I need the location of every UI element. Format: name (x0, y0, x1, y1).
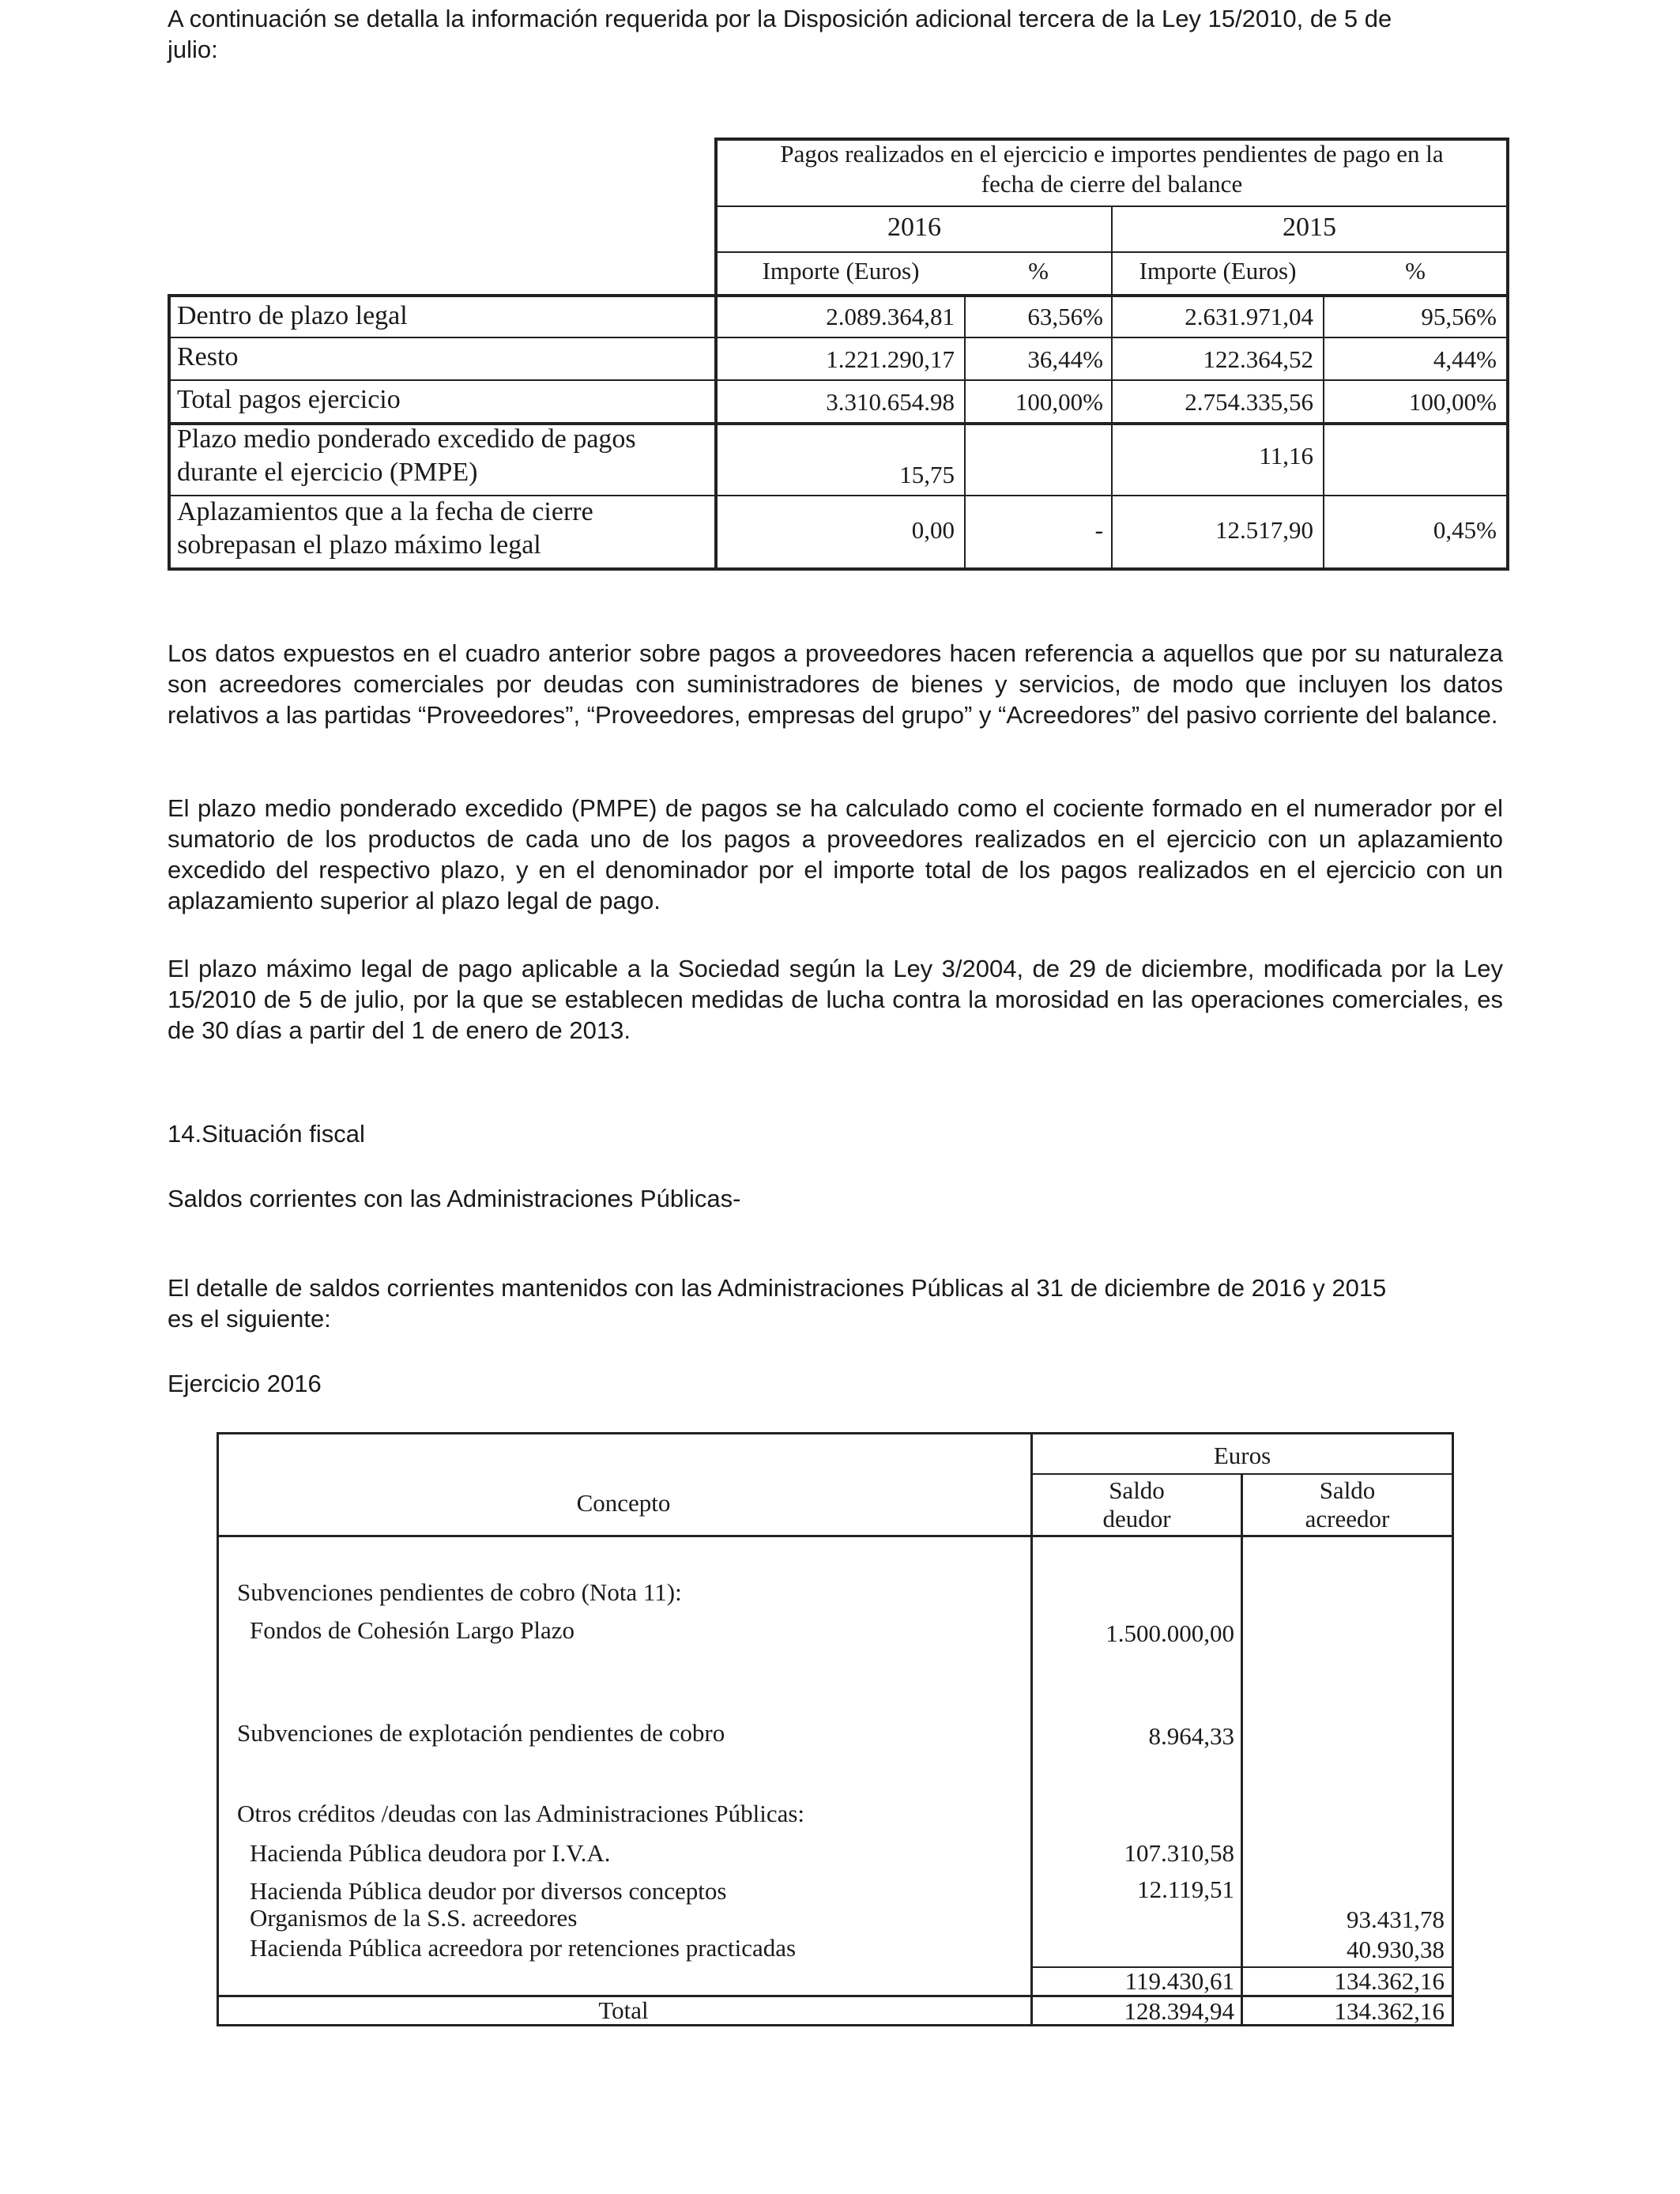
row-label: Resto (177, 342, 239, 371)
group-title: Subvenciones pendientes de cobro (Nota 11): (237, 1578, 682, 1606)
cell-importe-2015: 2.754.335,56 (1185, 388, 1313, 416)
cell-importe-2016: 0,00 (911, 516, 955, 544)
header-title-line-2: fecha de cierre del balance (981, 170, 1243, 198)
paragraph-pmpe: El plazo medio ponderado excedido (PMPE) de pagos se ha calculado como el cociente formado en el numerador por el sumatorio de los productos de cada uno de los pagos a proveedores realizados en el ejercicio con un aplazamiento excedido del respectivo plazo, y en el denominador por el importe total de los pagos realizados en el ejercicio con un aplazamiento superior al plazo legal de pago. (168, 794, 1503, 914)
total-deudor: 128.394,94 (1124, 1997, 1234, 2025)
cell-pct-2015: 4,44% (1433, 345, 1497, 373)
cell-importe-2016: 2.089.364,81 (826, 303, 955, 330)
payments-table (168, 138, 1509, 571)
row-label-line-1: Aplazamientos que a la fecha de cierre (177, 497, 593, 526)
row-label: Dentro de plazo legal (177, 301, 408, 330)
col-pct-2016: % (1028, 257, 1049, 285)
detail-line-2: es el siguiente: (168, 1305, 331, 1333)
row-label: Hacienda Pública deudor por diversos conceptos (250, 1877, 727, 1905)
subtotal-deudor: 119.430,61 (1124, 1967, 1234, 1995)
cell-deudor: 8.964,33 (1148, 1722, 1234, 1750)
row-label: Fondos de Cohesión Largo Plazo (250, 1616, 575, 1644)
cell-importe-2015: 12.517,90 (1215, 516, 1313, 544)
header-title-line-1: Pagos realizados en el ejercicio e importes pendientes de pago en la (780, 140, 1444, 168)
group-title: Otros créditos /deudas con las Administraciones Públicas: (237, 1800, 805, 1827)
row-label: Hacienda Pública deudora por I.V.A. (250, 1839, 611, 1867)
col-deudor-line-2: deudor (1102, 1505, 1171, 1532)
cell-pct-2015: 100,00% (1408, 388, 1497, 416)
col-deudor-line-1: Saldo (1109, 1476, 1165, 1504)
cell-deudor: 107.310,58 (1124, 1839, 1234, 1867)
col-importe-2015: Importe (Euros) (1139, 257, 1297, 285)
cell-importe-2016: 15,75 (899, 461, 955, 488)
year-label: Ejercicio 2016 (168, 1370, 322, 1397)
col-acreedor-line-2: acreedor (1305, 1505, 1390, 1532)
cell-pct-2016: - (1094, 516, 1103, 544)
cell-pct-2015: 0,45% (1433, 516, 1497, 544)
cell-importe-2015: 122.364,52 (1203, 345, 1313, 373)
cell-pct-2016: 100,00% (1015, 388, 1103, 416)
balances-table (217, 1432, 1454, 2026)
col-euros: Euros (1213, 1442, 1271, 1469)
intro-line-1: A continuación se detalla la información requerida por la Disposición adicional tercera de la Ley 15/2010, de 5 de (168, 5, 1392, 32)
row-label-line-2: sobrepasan el plazo máximo legal (177, 530, 541, 560)
cell-acreedor: 40.930,38 (1347, 1936, 1445, 1963)
col-concepto: Concepto (576, 1489, 671, 1517)
section-heading: 14.Situación fiscal (168, 1120, 365, 1148)
row-label: Hacienda Pública acreedora por retenciones practicadas (250, 1934, 797, 1962)
cell-pct-2016: 63,56% (1027, 303, 1103, 330)
total-acreedor: 134.362,16 (1334, 1997, 1445, 2025)
cell-importe-2016: 1.221.290,17 (826, 345, 955, 373)
intro-line-2: julio: (168, 36, 218, 63)
subtotal-acreedor: 134.362,16 (1334, 1967, 1445, 1995)
total-label: Total (598, 1996, 649, 2024)
col-importe-2016: Importe (Euros) (762, 257, 920, 285)
year-2015: 2015 (1283, 213, 1336, 242)
col-pct-2015: % (1405, 257, 1426, 285)
row-label: Organismos de la S.S. acreedores (250, 1904, 578, 1932)
col-acreedor-line-1: Saldo (1319, 1476, 1376, 1504)
cell-pct-2016: 36,44% (1027, 345, 1103, 373)
detail-line-1: El detalle de saldos corrientes mantenidos con las Administraciones Públicas al 31 de diciembre de 2016 y 2015 (168, 1274, 1387, 1302)
cell-deudor: 12.119,51 (1137, 1875, 1234, 1903)
cell-importe-2015: 2.631.971,04 (1185, 303, 1313, 330)
cell-importe-2016: 3.310.654.98 (826, 388, 955, 416)
row-label-line-1: Plazo medio ponderado excedido de pagos (177, 424, 636, 454)
paragraph-suppliers: Los datos expuestos en el cuadro anterior sobre pagos a proveedores hacen referencia a aquellos que por su naturaleza son acreedores comerciales por deudas con suministradores de bienes y servicios, de modo que incluyen los datos relativos a las partidas “Proveedores”, “Proveedores, empresas del grupo” y “Acreedores” del pasivo corriente del balance. (168, 639, 1503, 729)
cell-importe-2015: 11,16 (1259, 442, 1313, 469)
section-subheading: Saldos corrientes con las Administraciones Públicas- (168, 1185, 741, 1212)
row-label-line-2: durante el ejercicio (PMPE) (177, 458, 478, 487)
cell-pct-2015: 95,56% (1421, 303, 1497, 330)
year-2016: 2016 (887, 213, 941, 242)
cell-acreedor: 93.431,78 (1347, 1906, 1445, 1933)
group-title: Subvenciones de explotación pendientes de cobro (237, 1719, 725, 1747)
cell-deudor: 1.500.000,00 (1106, 1619, 1234, 1647)
row-label: Total pagos ejercicio (177, 385, 401, 414)
paragraph-legal-term: El plazo máximo legal de pago aplicable a la Sociedad según la Ley 3/2004, de 29 de diciembre, modificada por la Ley 15/2010 de 5 de julio, por la que se establecen medidas de lucha contra la morosidad en las operaciones comerciales, es de 30 días a partir del 1 de enero de 2013. (168, 955, 1503, 1044)
